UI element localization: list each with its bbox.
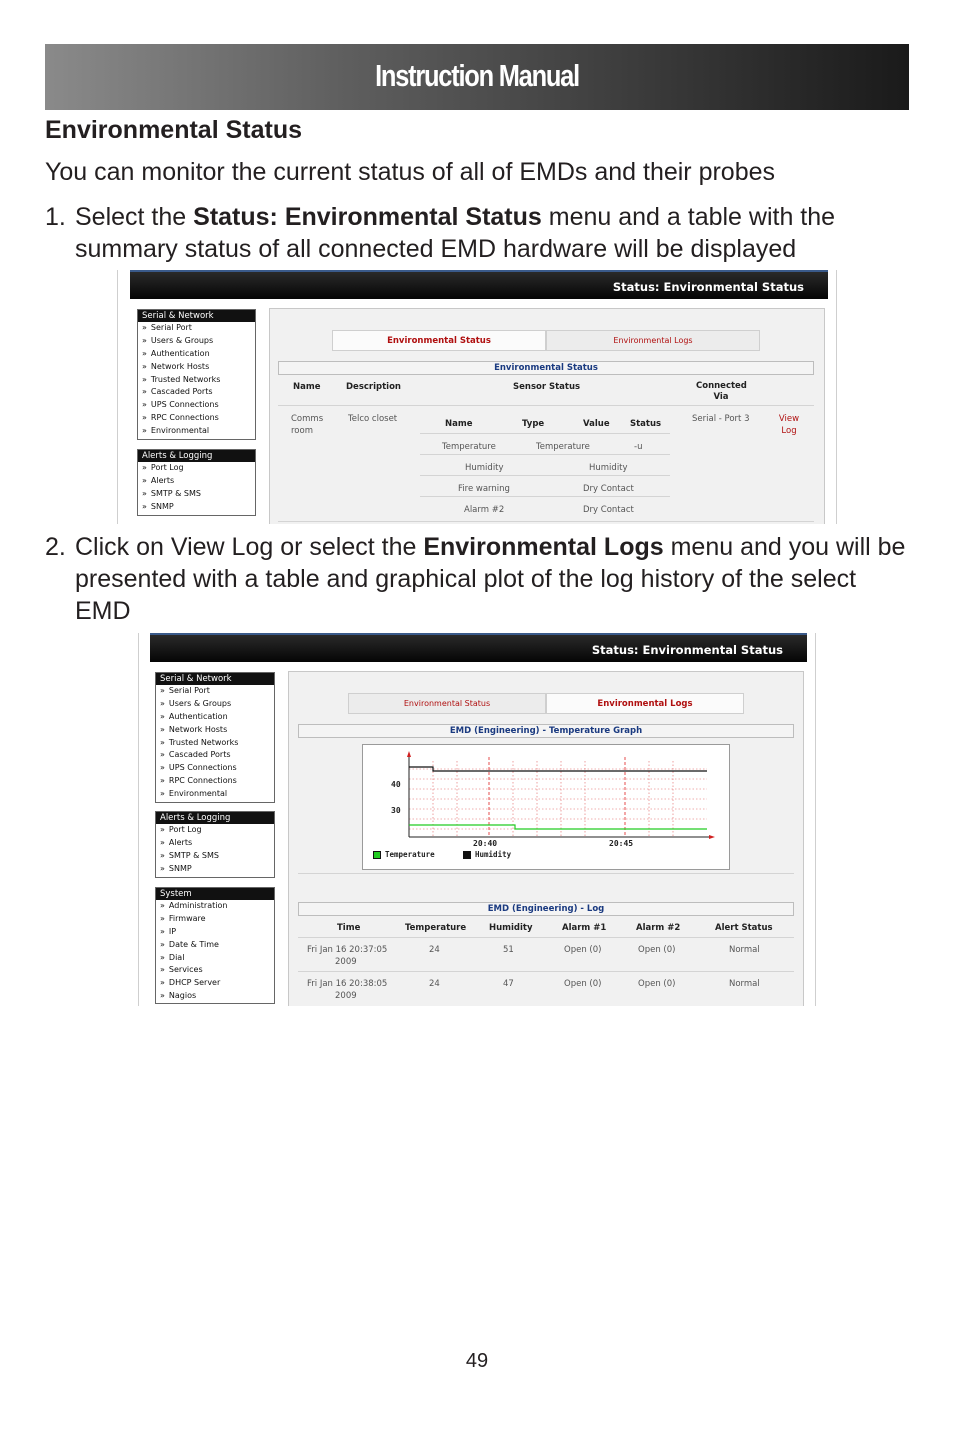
graph-title: EMD (Engineering) - Temperature Graph <box>298 724 794 738</box>
log-humidity: 51 <box>503 945 514 955</box>
row-connected-via: Serial - Port 3 <box>692 414 750 424</box>
row-description: Telco closet <box>348 414 398 424</box>
menu-item[interactable]: » IP <box>160 926 177 936</box>
column-header: Time <box>337 923 361 933</box>
sensor-value: -u <box>634 442 643 452</box>
x-tick: 20:40 <box>473 839 498 848</box>
sensor-type: Temperature <box>536 442 590 452</box>
screen-header <box>150 633 807 662</box>
content-panel <box>269 308 825 524</box>
log-alarm1: Open (0) <box>564 979 602 989</box>
logs-screenshot <box>138 633 816 1006</box>
sensor-type: Dry Contact <box>583 484 634 494</box>
sensor-name: Humidity <box>465 463 504 473</box>
header-banner <box>45 44 909 110</box>
tab-environmental-status[interactable]: Environmental Status <box>332 330 546 350</box>
step-number: 2. <box>45 533 66 561</box>
column-header: Humidity <box>489 923 533 933</box>
menu-item[interactable]: » Alerts <box>142 475 175 485</box>
menu-item[interactable]: » Users & Groups <box>160 698 232 708</box>
column-header: Temperature <box>405 923 467 933</box>
log-humidity: 47 <box>503 979 514 989</box>
menu-item[interactable]: » Firmware <box>160 913 206 923</box>
sensor-name: Alarm #2 <box>464 505 505 515</box>
screen-header <box>130 270 828 299</box>
menu-item[interactable]: » Serial Port <box>142 323 192 332</box>
menu-title: Alerts & Logging <box>138 450 255 462</box>
menu-title: Serial & Network <box>156 673 274 685</box>
menu-title: Alerts & Logging <box>156 812 274 824</box>
sensor-type: Humidity <box>589 463 628 473</box>
menu-item[interactable]: » Date & Time <box>160 939 219 949</box>
serial-network-menu <box>137 309 256 440</box>
menu-item[interactable]: » Port Log <box>160 825 202 834</box>
menu-item[interactable]: » Network Hosts <box>142 361 210 371</box>
step-text: menu and you will be presented with a table and graphical plot of the log history of the select EMD <box>75 533 906 625</box>
section-heading: Environmental Status <box>45 116 302 144</box>
menu-item[interactable]: » Environmental <box>160 789 228 799</box>
log-alarm2: Open (0) <box>638 979 676 989</box>
column-header: Name <box>293 382 321 392</box>
sensor-name: Temperature <box>442 442 496 452</box>
log-status: Normal <box>729 979 760 989</box>
sensor-type: Dry Contact <box>583 505 634 515</box>
log-temperature: 24 <box>429 945 440 955</box>
tab-environmental-status[interactable]: Environmental Status <box>348 693 546 713</box>
log-time: Fri Jan 16 20:38:05 <box>307 979 388 989</box>
content-panel <box>288 671 804 1006</box>
log-title: EMD (Engineering) - Log <box>298 902 794 916</box>
screen-title: Status: Environmental Status <box>612 280 804 294</box>
column-header: Connected Via <box>696 381 747 402</box>
menu-item[interactable]: » Environmental <box>142 426 210 436</box>
menu-item[interactable]: » Authentication <box>160 711 228 721</box>
page-number: 49 <box>465 1350 489 1372</box>
step-number: 1. <box>45 203 66 231</box>
menu-item[interactable]: » Serial Port <box>160 686 210 695</box>
log-alarm2: Open (0) <box>638 945 676 955</box>
x-tick: 20:45 <box>609 839 634 848</box>
step-bold: Environmental Logs <box>423 533 664 561</box>
legend-humidity: Humidity <box>475 850 512 859</box>
tab-environmental-logs[interactable]: Environmental Logs <box>546 693 744 713</box>
menu-item[interactable]: » RPC Connections <box>160 776 237 786</box>
menu-item[interactable]: » SNMP <box>160 863 192 873</box>
menu-item[interactable]: » Trusted Networks <box>142 374 221 384</box>
sub-header: Name <box>445 419 473 429</box>
step-2 <box>45 531 915 627</box>
menu-item[interactable]: » Cascaded Ports <box>142 387 213 397</box>
banner-title: Instruction Manual <box>375 58 579 93</box>
tab-environmental-logs[interactable]: Environmental Logs <box>546 330 760 350</box>
temperature-graph <box>362 744 730 870</box>
log-temperature: 24 <box>429 979 440 989</box>
column-header: Alert Status <box>715 923 773 933</box>
column-header: Description <box>346 382 401 392</box>
menu-item[interactable]: » Network Hosts <box>160 724 228 734</box>
menu-item[interactable]: » UPS Connections <box>142 400 219 410</box>
y-tick: 40 <box>391 780 401 789</box>
log-time: Fri Jan 16 20:37:05 <box>307 945 388 955</box>
table-title: Environmental Status <box>278 361 814 375</box>
menu-item[interactable]: » Services <box>160 965 203 975</box>
column-header: Alarm #1 <box>562 923 607 933</box>
sub-header: Type <box>522 419 545 429</box>
serial-network-menu <box>155 672 275 803</box>
menu-item[interactable]: » Users & Groups <box>142 335 214 345</box>
legend-temperature-swatch <box>373 851 381 859</box>
menu-item[interactable]: » Port Log <box>142 463 184 472</box>
sub-header: Value <box>583 419 610 429</box>
system-menu <box>155 887 275 1004</box>
legend-temperature: Temperature <box>385 850 435 859</box>
menu-title: System <box>156 888 274 900</box>
menu-item[interactable]: » RPC Connections <box>142 413 219 423</box>
row-name: Comms room <box>291 414 324 436</box>
menu-item[interactable]: » Alerts <box>160 837 193 847</box>
menu-item[interactable]: » Administration <box>160 901 228 910</box>
view-log-link[interactable]: View Log <box>778 414 800 436</box>
menu-title: Serial & Network <box>138 310 255 322</box>
intro-text: You can monitor the current status of all of EMDs and their probes <box>45 158 776 186</box>
step-text: Click on View Log or select the <box>75 533 424 561</box>
menu-item[interactable]: » Dial <box>160 952 185 962</box>
log-status: Normal <box>729 945 760 955</box>
legend-humidity-swatch <box>463 851 471 859</box>
log-time: 2009 <box>335 957 357 967</box>
menu-item[interactable]: » UPS Connections <box>160 763 237 773</box>
log-alarm1: Open (0) <box>564 945 602 955</box>
status-screenshot <box>117 270 837 524</box>
step-text: Select the <box>75 203 194 231</box>
sub-header: Status <box>630 419 662 429</box>
log-time: 2009 <box>335 991 357 1001</box>
menu-item[interactable]: » SMTP & SMS <box>142 488 201 498</box>
column-header: Alarm #2 <box>636 923 681 933</box>
alerts-logging-menu <box>155 811 275 878</box>
column-header: Sensor Status <box>513 382 581 392</box>
sensor-name: Fire warning <box>458 484 510 494</box>
step-text: menu and a table with the summary status of all connected EMD hardware will be displayed <box>75 203 836 263</box>
alerts-logging-menu <box>137 449 256 516</box>
menu-item[interactable]: » SNMP <box>142 501 174 511</box>
menu-item[interactable]: » Trusted Networks <box>160 737 239 747</box>
step-bold: Status: Environmental Status <box>193 203 542 231</box>
screen-title: Status: Environmental Status <box>591 643 783 657</box>
y-tick: 30 <box>391 806 401 815</box>
menu-item[interactable]: » DHCP Server <box>160 978 221 988</box>
menu-item[interactable]: » Authentication <box>142 348 210 358</box>
step-1 <box>45 201 915 265</box>
menu-item[interactable]: » Cascaded Ports <box>160 750 231 760</box>
menu-item[interactable]: » Nagios <box>160 991 197 1001</box>
menu-item[interactable]: » SMTP & SMS <box>160 850 219 860</box>
